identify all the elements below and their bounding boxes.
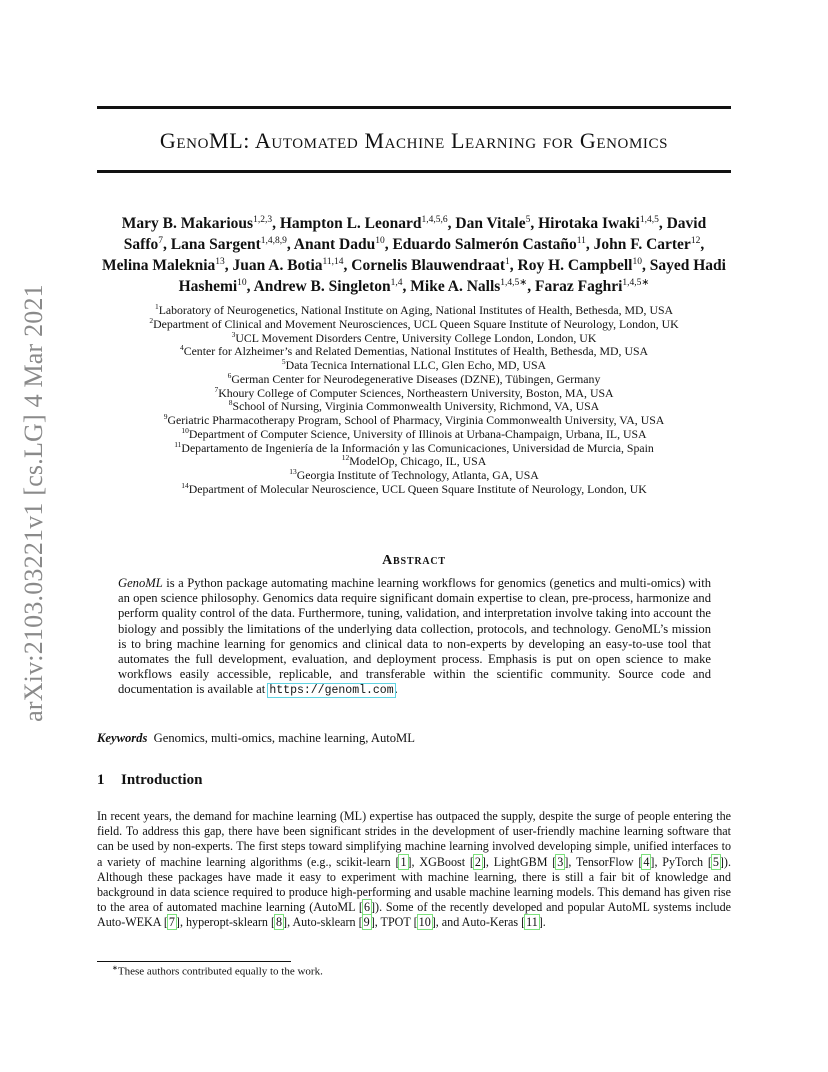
affiliation-number: 12 bbox=[341, 453, 350, 463]
author-affiliation-marks: 1,4 bbox=[390, 277, 403, 288]
intro-text: ], TPOT [ bbox=[370, 915, 418, 930]
intro-text: ], XGBoost [ bbox=[407, 854, 474, 869]
author-affiliation-marks: 13 bbox=[215, 256, 225, 267]
author-name: John F. Carter bbox=[593, 236, 691, 253]
citation-link[interactable]: 10 bbox=[418, 915, 431, 930]
section-number: 1 bbox=[97, 772, 105, 788]
affiliation-text: Departamento de Ingeniería de la Información y las Comunicaciones, Universidad de Murcia, Spain bbox=[181, 440, 654, 455]
author-name: Mike A. Nalls bbox=[410, 278, 501, 295]
title-bottom-rule bbox=[97, 170, 731, 173]
abstract-text: is a Python package automating machine learning workflows for genomics (genetics and multi-omics) with an open science philosophy. Genomics data require significant domain expertise to clean, pre-process, harmonize and perform quality control of the data. Furthermore, tuning, validation, and interpretation involve taking into account the biology and possibly the limitations of the underlying data collection, protocols, and technology. GenoML’s mission is to bring machine learning for genomics and clinical data to non-experts by developing an easy-to-use tool that automates the full development, evaluation, and deployment process. Emphasis is put on open science to make workflows easily accessible, replicable, and transferable within the scientific community. Source code and documentation is available at bbox=[118, 576, 711, 697]
footnote-text: These authors contributed equally to the work. bbox=[117, 965, 323, 978]
affiliation-text: Department of Molecular Neuroscience, UCL Queen Square Institute of Neurology, London, UK bbox=[188, 481, 647, 496]
affiliation-text: Center for Alzheimer’s and Related Dementias, National Institutes of Health, Bethesda, MD, USA bbox=[183, 344, 649, 359]
author-name: Hirotaka Iwaki bbox=[538, 215, 640, 232]
author-name: Andrew B. Singleton bbox=[253, 278, 391, 295]
affiliation-number: 3 bbox=[231, 329, 236, 339]
abstract-end: . bbox=[394, 682, 398, 697]
intro-text: In recent years, the demand for machine learning (ML) expertise has outpaced the supply, despite the surge of people entering the field. To address this gap, there have been significant strides in the development of user-friendly machine learning software that can be used by non-experts. The first steps toward simplifying machine learning involved developing simple, unified interfaces to a variety of machine learning algorithms (e.g., scikit-learn [ bbox=[97, 809, 731, 869]
author-name: Roy H. Campbell bbox=[517, 257, 633, 274]
author-separator: , bbox=[163, 236, 171, 253]
abstract-lead: GenoML bbox=[118, 576, 163, 590]
author-name: Dan Vitale bbox=[455, 215, 526, 232]
author-affiliation-marks: 1,4,5∗ bbox=[622, 277, 650, 288]
author-affiliation-marks: 1,4,8,9 bbox=[260, 235, 287, 246]
author-affiliation-marks: 10 bbox=[632, 256, 642, 267]
author-name: Cornelis Blauwendraat bbox=[351, 257, 506, 274]
author-separator: , bbox=[224, 257, 233, 274]
citation-link[interactable]: 9 bbox=[363, 915, 370, 930]
affiliation-number: 1 bbox=[154, 302, 159, 312]
author-name: Melina Maleknia bbox=[102, 257, 216, 274]
intro-text: ], Auto-sklearn [ bbox=[283, 915, 363, 930]
citation-link[interactable]: 7 bbox=[168, 915, 175, 930]
author-separator: , bbox=[658, 215, 667, 232]
paper-title: GenoML: Automated Machine Learning for Genomics bbox=[159, 128, 669, 153]
author-affiliation-marks: 1,4,5 bbox=[639, 214, 659, 225]
author-separator: , bbox=[585, 236, 594, 253]
source-link[interactable]: https://genoml.com bbox=[269, 684, 394, 698]
affiliation-number: 4 bbox=[179, 343, 184, 353]
author-separator: , bbox=[509, 257, 518, 274]
keywords-label: Keywords bbox=[97, 731, 148, 745]
citation-link[interactable]: 2 bbox=[474, 854, 481, 869]
intro-text: ], and Auto-Keras [ bbox=[431, 915, 526, 930]
author-name: Anant Dadu bbox=[293, 236, 376, 253]
affiliation-text: ModelOp, Chicago, IL, USA bbox=[349, 454, 487, 469]
affiliation-line bbox=[100, 400, 728, 414]
affiliation-number: 6 bbox=[227, 370, 232, 380]
author-separator: , bbox=[447, 215, 456, 232]
affiliation-line bbox=[100, 315, 728, 332]
affiliation-list bbox=[100, 304, 728, 497]
citation-link[interactable]: 1 bbox=[400, 854, 407, 869]
affiliation-text: Khoury College of Computer Sciences, Northeastern University, Boston, MA, USA bbox=[218, 385, 614, 400]
citation-link[interactable]: 6 bbox=[363, 900, 371, 915]
intro-text: ]). Although these packages have made it easy to experiment with machine learning, there is still a fair bit of knowledge and background in data science required to produce high-performing and usable machine learning models. This demand has given rise to the area of automated machine learning (AutoML [ bbox=[97, 854, 731, 915]
author-separator: , bbox=[402, 278, 411, 295]
affiliation-text: Georgia Institute of Technology, Atlanta, GA, USA bbox=[296, 468, 539, 482]
intro-paragraph bbox=[97, 809, 731, 931]
author-affiliation-marks: 10 bbox=[375, 235, 385, 246]
intro-text: ], hyperopt-sklearn [ bbox=[175, 915, 275, 930]
affiliation-text: German Center for Neurodegenerative Diseases (DZNE), Tübingen, Germany bbox=[231, 371, 601, 386]
arxiv-stamp-text: arXiv:2103.03221v1 [cs.LG] 4 Mar 2021 bbox=[19, 284, 48, 722]
intro-text: ], LightGBM [ bbox=[481, 854, 557, 869]
author-separator: , bbox=[527, 278, 536, 295]
author-affiliation-marks: 1,4,5,6 bbox=[421, 214, 448, 225]
affiliation-number: 13 bbox=[289, 467, 297, 477]
affiliation-number: 11 bbox=[174, 439, 182, 449]
keywords-line bbox=[97, 731, 415, 746]
affiliation-line bbox=[100, 480, 728, 497]
intro-text: ], PyTorch [ bbox=[650, 854, 712, 869]
abstract-body bbox=[118, 576, 711, 699]
author-separator: , bbox=[246, 278, 254, 295]
author-affiliation-marks: 1,2,3 bbox=[253, 214, 273, 225]
section-heading bbox=[97, 772, 202, 789]
affiliation-line bbox=[100, 455, 728, 469]
author-name: Sayed Hadi Hashemi bbox=[178, 257, 726, 295]
author-separator: , bbox=[272, 215, 280, 232]
affiliation-text: Department of Clinical and Movement Neurosciences, UCL Queen Square Institute of Neurology, London, UK bbox=[153, 316, 679, 331]
author-name: Juan A. Botia bbox=[232, 257, 323, 274]
affiliation-text: School of Nursing, Virginia Commonwealth University, Richmond, VA, USA bbox=[232, 399, 600, 414]
affiliation-number: 14 bbox=[181, 480, 189, 490]
footnote bbox=[112, 964, 323, 978]
author-affiliation-marks: 5 bbox=[525, 214, 531, 225]
author-name: Hampton L. Leonard bbox=[279, 215, 422, 232]
author-affiliation-marks: 1,4,5∗ bbox=[500, 277, 528, 288]
citation-link[interactable]: 4 bbox=[643, 854, 650, 869]
author-separator: , bbox=[530, 215, 539, 232]
author-separator: , bbox=[641, 257, 650, 274]
citation-link[interactable]: 3 bbox=[557, 854, 564, 869]
keywords-text: Genomics, multi-omics, machine learning, AutoML bbox=[153, 731, 415, 745]
arxiv-stamp bbox=[6, 268, 62, 738]
citation-link[interactable]: 11 bbox=[526, 915, 538, 930]
affiliation-line bbox=[100, 304, 728, 318]
author-separator: , bbox=[343, 257, 352, 274]
affiliation-number: 5 bbox=[281, 357, 286, 367]
author-affiliation-marks: 11 bbox=[576, 235, 586, 246]
author-name: David Saffo bbox=[123, 215, 707, 253]
author-affiliation-marks: 10 bbox=[237, 277, 247, 288]
affiliation-line bbox=[100, 414, 728, 428]
affiliation-text: Department of Computer Science, University of Illinois at Urbana-Champaign, Urbana, IL, USA bbox=[188, 426, 647, 441]
affiliation-number: 10 bbox=[181, 425, 189, 435]
affiliation-line bbox=[100, 345, 728, 359]
affiliation-line bbox=[100, 359, 728, 373]
affiliation-line bbox=[100, 469, 728, 483]
author-separator: , bbox=[700, 236, 705, 253]
abstract-heading: Abstract bbox=[382, 553, 446, 568]
affiliation-text: UCL Movement Disorders Centre, University College London, London, UK bbox=[235, 330, 597, 345]
author-name: Mary B. Makarious bbox=[121, 215, 254, 232]
affiliation-line bbox=[100, 370, 728, 387]
author-name: Eduardo Salmerón Castaño bbox=[392, 236, 577, 253]
affiliation-number: 7 bbox=[214, 384, 219, 394]
affiliation-line bbox=[100, 425, 728, 442]
author-name: Faraz Faghri bbox=[535, 278, 623, 295]
author-affiliation-marks: 11,14 bbox=[322, 256, 344, 267]
author-name: Lana Sargent bbox=[170, 236, 261, 253]
author-affiliation-marks: 12 bbox=[690, 235, 701, 246]
affiliation-number: 2 bbox=[149, 315, 154, 325]
intro-text: ], TensorFlow [ bbox=[564, 854, 643, 869]
intro-text: ]. bbox=[538, 915, 546, 930]
footnote-rule bbox=[97, 961, 291, 962]
author-list bbox=[100, 213, 728, 297]
citation-link[interactable]: 8 bbox=[276, 915, 283, 930]
citation-link[interactable]: 5 bbox=[712, 854, 719, 869]
footnote-mark: ∗ bbox=[112, 964, 118, 972]
intro-text: ]). Some of the recently developed and popular AutoML systems include Auto-WEKA [ bbox=[97, 900, 731, 930]
affiliation-text: Data Tecnica International LLC, Glen Echo, MD, USA bbox=[285, 358, 547, 372]
author-separator: , bbox=[384, 236, 393, 253]
author-affiliation-marks: 7 bbox=[158, 235, 163, 246]
affiliation-number: 9 bbox=[163, 412, 168, 422]
section-title: Introduction bbox=[121, 772, 203, 788]
affiliation-text: Laboratory of Neurogenetics, National Institute on Aging, National Institutes of Health, Bethesda, MD, USA bbox=[158, 303, 674, 317]
author-affiliation-marks: 1 bbox=[505, 256, 510, 267]
affiliation-text: Geriatric Pharmacotherapy Program, School of Pharmacy, Virginia Commonwealth University, VA, USA bbox=[167, 413, 665, 427]
title-top-rule bbox=[97, 106, 731, 109]
affiliation-number: 8 bbox=[228, 398, 233, 408]
author-separator: , bbox=[286, 236, 294, 253]
